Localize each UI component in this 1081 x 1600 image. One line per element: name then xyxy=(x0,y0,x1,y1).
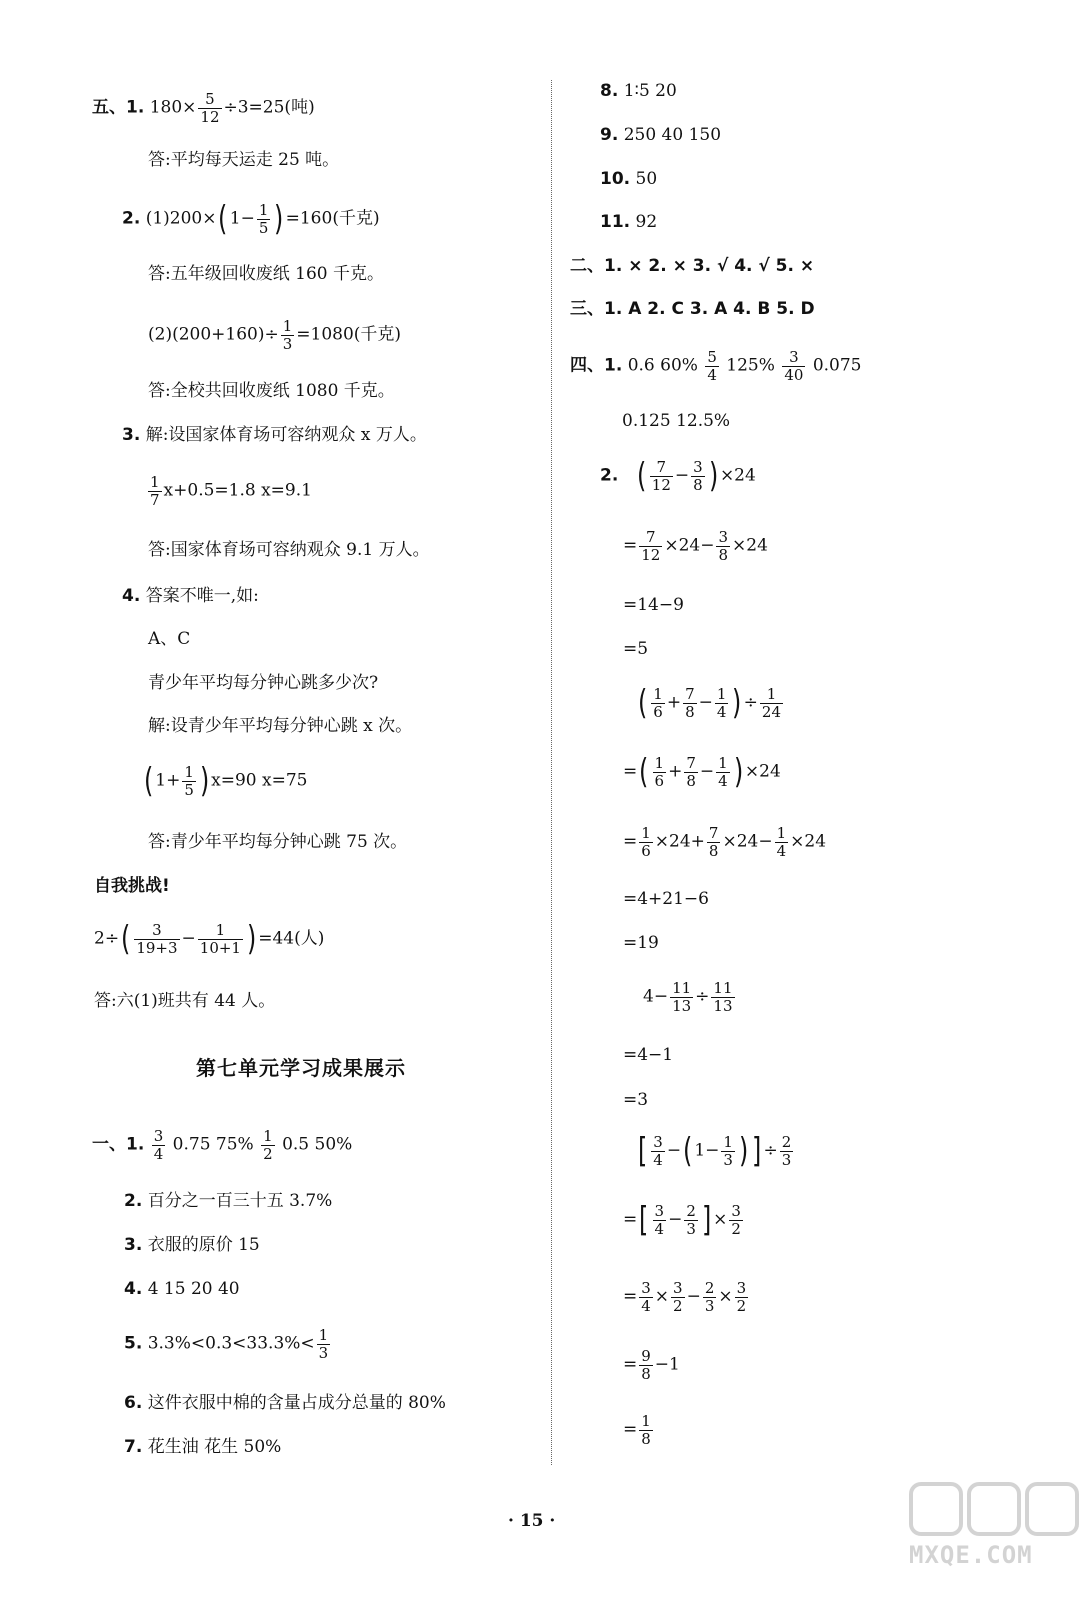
answer-line: 9. 250 40 150 xyxy=(600,125,722,145)
answer-line: =14−9 xyxy=(623,595,684,615)
answer-line: A、C xyxy=(148,629,191,649)
answer-line: = $\frac{1}{8}$ xyxy=(623,1412,651,1448)
answer-line: =( $\frac{1}{6}$ + $\frac{7}{8}$ − $\frac{1}{4}$ ) ×24 xyxy=(623,752,781,792)
page-number: · 15 · xyxy=(508,1511,556,1531)
answer-line: =4−1 xyxy=(623,1045,674,1065)
section-title: 第七单元学习成果展示 xyxy=(196,1056,406,1080)
answer-line: 4. 4 15 20 40 xyxy=(124,1279,240,1299)
answer-line: =19 xyxy=(623,933,659,953)
answer-line: 答:平均每天运走 25 吨。 xyxy=(148,150,340,170)
answer-line: 5. 3.3%<0.3<33.3%< $\frac{1}{3}$ xyxy=(124,1326,329,1362)
answer-line: 五、1. 180× $\frac{5}{12}$ ÷3=25(吨) xyxy=(92,90,315,126)
answer-line: 6. 这件衣服中棉的含量占成分总量的 80% xyxy=(124,1393,446,1413)
answer-line: 4− $\frac{11}{13}$ ÷ $\frac{11}{13}$ xyxy=(643,979,733,1015)
answer-line: 0.125 12.5% xyxy=(622,411,731,431)
answer-line: 答:五年级回收废纸 160 千克。 xyxy=(148,264,384,284)
section-heading: 自我挑战! xyxy=(94,876,170,896)
answer-line: (2)(200+160)÷ $\frac{1}{3}$ =1080(千克) xyxy=(148,317,402,353)
answer-line: 10. 50 xyxy=(600,169,658,189)
answer-line: 11. 92 xyxy=(600,212,658,232)
answer-line: 答:六(1)班共有 44 人。 xyxy=(94,991,276,1011)
answer-line: =3 xyxy=(623,1090,649,1110)
answer-line: 答:国家体育场可容纳观众 9.1 万人。 xyxy=(148,540,430,560)
answer-line: =[ $\frac{3}{4}$ − $\frac{2}{3}$ ] × $\frac{3}{2}$ xyxy=(623,1200,741,1240)
watermark-logo xyxy=(909,1482,1059,1572)
answer-line: =4+21−6 xyxy=(623,889,709,909)
answer-line: ( 1+ $\frac{1}{5}$ ) x=90 x=75 xyxy=(143,761,308,801)
watermark-text: MXQE.COM xyxy=(909,1541,1033,1569)
answer-line: 2. ( $\frac{7}{12}$ − $\frac{3}{8}$ ) ×24 xyxy=(600,456,756,496)
answer-line: 2. 百分之一百三十五 3.7% xyxy=(124,1191,333,1211)
column-divider xyxy=(551,80,552,1465)
answer-line: 8. 1∶5 20 xyxy=(600,81,677,101)
answer-line: = $\frac{7}{12}$ ×24− $\frac{3}{8}$ ×24 xyxy=(623,528,768,564)
answer-line: 2. (1)200×( 1− $\frac{1}{5}$ ) =160(千克) xyxy=(122,199,380,239)
fraction: $\frac{5}{12}$ xyxy=(200,90,220,126)
answer-line: 答:全校共回收废纸 1080 千克。 xyxy=(148,381,395,401)
answer-line: 四、1. 0.6 60% $\frac{5}{4}$ 125% $\frac{3}{40}$ 0.075 xyxy=(570,348,862,384)
answer-line: 答:青少年平均每分钟心跳 75 次。 xyxy=(148,832,408,852)
answer-line: 7. 花生油 花生 50% xyxy=(124,1437,282,1457)
answer-line: 一、1. $\frac{3}{4}$ 0.75 75% $\frac{1}{2}$ 0.5 50% xyxy=(92,1127,353,1163)
answer-line: 二、1. × 2. × 3. √ 4. √ 5. × xyxy=(570,256,815,276)
answer-line: =5 xyxy=(623,639,649,659)
answer-line: = $\frac{1}{6}$ ×24+ $\frac{7}{8}$ ×24− $\frac{1}{4}$ ×24 xyxy=(623,824,827,860)
answer-line: 3. 解:设国家体育场可容纳观众 x 万人。 xyxy=(122,425,427,445)
answer-line: 解:设青少年平均每分钟心跳 x 次。 xyxy=(148,716,413,736)
answer-line: = $\frac{3}{4}$ × $\frac{3}{2}$ − $\frac{2}{3}$ × $\frac{3}{2}$ xyxy=(623,1279,747,1315)
answer-line: 青少年平均每分钟心跳多少次? xyxy=(148,673,379,693)
answer-line: 三、1. A 2. C 3. A 4. B 5. D xyxy=(570,299,815,319)
answer-line: $\frac{1}{7}$ x+0.5=1.8 x=9.1 xyxy=(150,473,312,509)
answer-line: 4. 答案不唯一,如: xyxy=(122,586,259,606)
answer-line: ( $\frac{1}{6}$ + $\frac{7}{8}$ − $\frac{1}{4}$ ) ÷ $\frac{1}{24}$ xyxy=(637,683,782,723)
answer-line: 3. 衣服的原价 15 xyxy=(124,1235,260,1255)
answer-line: 2÷( $\frac{3}{19+3}$ − $\frac{1}{10+1}$ ) =44(人) xyxy=(94,919,325,959)
answer-line: = $\frac{9}{8}$ −1 xyxy=(623,1347,680,1383)
answer-line: [ $\frac{3}{4}$ −( 1− $\frac{1}{3}$ ) ] ÷ $\frac{2}{3}$ xyxy=(637,1131,792,1171)
